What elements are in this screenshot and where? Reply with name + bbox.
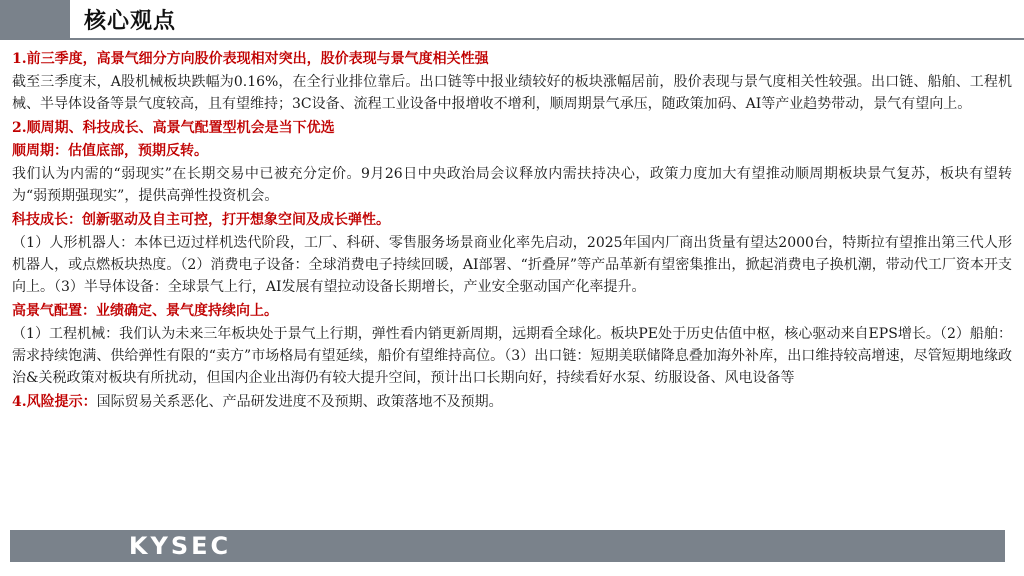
section-2-heading: 2.顺周期、科技成长、高景气配置型机会是当下优选 xyxy=(12,120,335,136)
risk-body: 国际贸易关系恶化、产品研发进度不及预期、政策落地不及预期。 xyxy=(96,394,503,410)
risk-label: 4.风险提示： xyxy=(12,394,97,410)
header-bar xyxy=(0,0,1024,40)
header-underline xyxy=(70,38,1024,40)
high-prosperity-body: （1）工程机械：我们认为未来三年板块处于景气上行期，弹性看内销更新周期，远期看全球化。板块PE处于历史估值中枢，核心驱动来自EPS增长。（2）船舶：需求持续饱满、供给弹性有限的“卖方”市场格局有望延续，船价有望维持高位。（3）出口链：短期美联储降息叠加海外补库，出口维持较高增速，尽管短期地缘政治&关税政策对板块有所扰动，但国内企业出海仍有较大提升空间，预计出口长期向好，持续看好水泵、纺服设备、风电设备等 xyxy=(12,326,1012,386)
content-area xyxy=(12,48,1012,413)
footer xyxy=(0,526,1024,576)
page-title: 核心观点 xyxy=(84,9,177,34)
high-prosperity-heading: 高景气配置：业绩确定、景气度持续向上。 xyxy=(12,303,278,319)
section-1-heading: 1.前三季度，高景气细分方向股价表现相对突出，股价表现与景气度相关性强 xyxy=(12,51,489,67)
tech-growth-body: （1）人形机器人：本体已迈过样机迭代阶段，工厂、科研、零售服务场景商业化率先启动，2025年国内厂商出货量有望达2000台，特斯拉有望推出第三代人形机器人，或点燃板块热度。（2）消费电子设备：全球消费电子持续回暖，AI部署、“折叠屏”等产品革新有望密集推出，掀起消费电子换机潮，带动代工厂资本开支向上。（3）半导体设备：全球景气上行，AI发展有望拉动设备长期增长，产业安全驱动国产化率提升。 xyxy=(12,235,1012,295)
cyclical-heading: 顺周期：估值底部，预期反转。 xyxy=(12,143,208,159)
section-1-body: 截至三季度末，A股机械板块跌幅为0.16%，在全行业排位靠后。出口链等中报业绩较好的板块涨幅居前，股价表现与景气度相关性较强。出口链、船舶、工程机械、半导体设备等景气度较高，且有望维持；3C设备、流程工业设备中报增收不增利，顺周期景气承压，随政策加码、AI等产业趋势带动，景气有望向上。 xyxy=(12,74,1012,112)
risk-line xyxy=(12,391,1012,413)
tech-growth-heading: 科技成长：创新驱动及自主可控，打开想象空间及成长弹性。 xyxy=(12,212,390,228)
cyclical-body: 我们认为内需的“弱现实”在长期交易中已被充分定价。9月26日中央政治局会议释放内需扶持决心，政策力度加大有望推动顺周期板块景气复苏，板块有望转为“弱预期强现实”，提供高弹性投资机会。 xyxy=(12,166,1012,204)
header-accent-block xyxy=(0,0,70,40)
kysec-logo xyxy=(100,534,260,558)
footer-logo-text: KYSEC xyxy=(128,532,232,560)
